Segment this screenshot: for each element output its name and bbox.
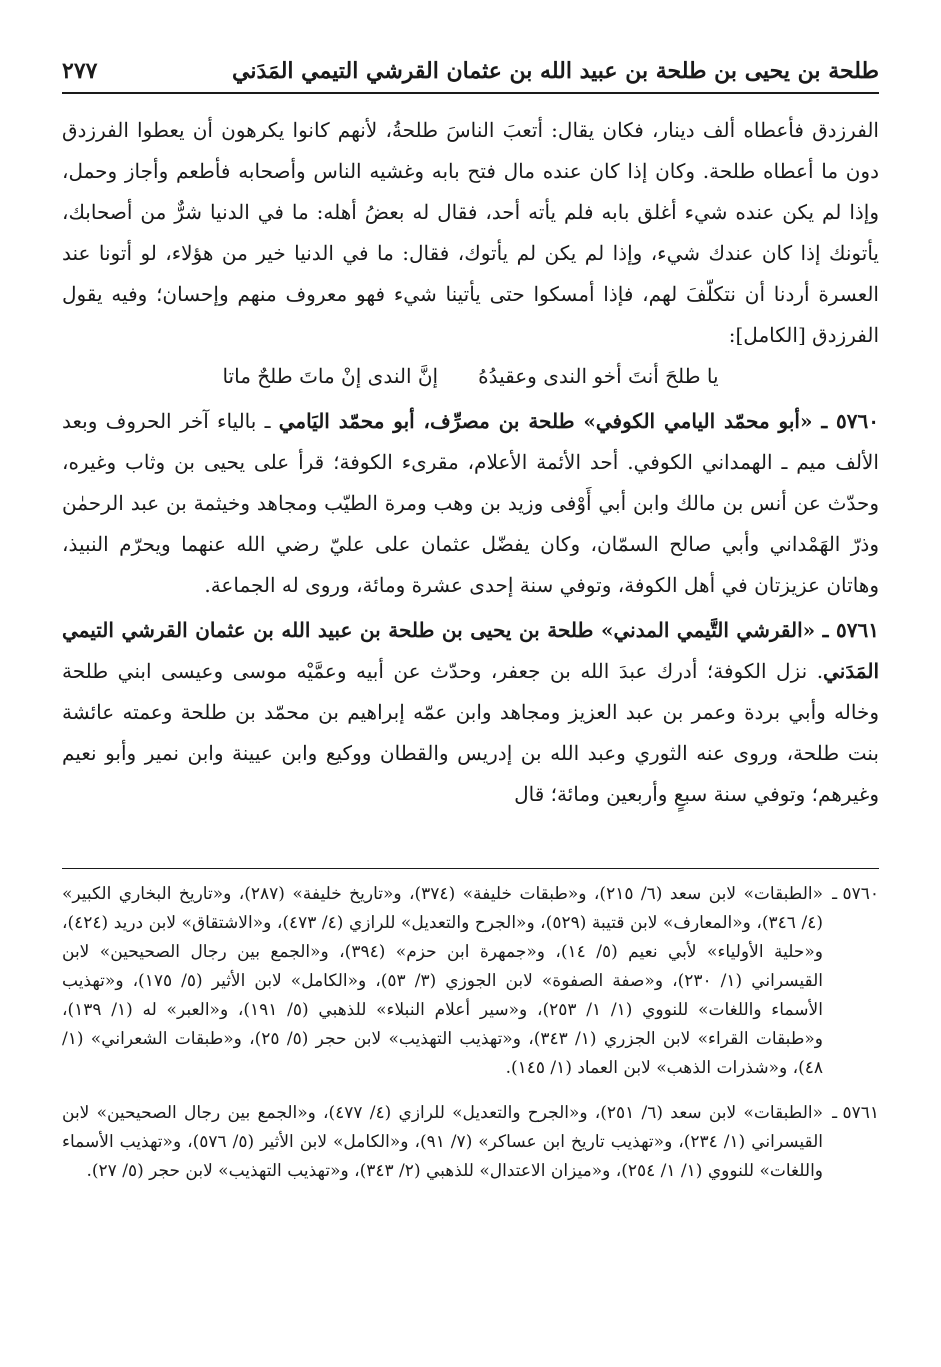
poetry-verse: [62, 356, 879, 397]
footnotes: [62, 880, 879, 1202]
entry-5760-heading: ٥٧٦٠ ـ «أبو محمّد اليامي الكوفي» طلحة بن مصرِّف، أبو محمّد اليَامي: [278, 409, 879, 433]
footnote-5760: [62, 880, 879, 1083]
footnote-number: ٥٧٦١ ـ: [832, 1103, 879, 1123]
footnote-5761: [62, 1099, 879, 1186]
footnote-number: ٥٧٦٠ ـ: [832, 884, 879, 904]
footnote-text: «الطبقات» لابن سعد (٦/ ٢١٥)، و«طبقات خليفة» (٣٧٤)، و«تاريخ خليفة» (٢٨٧)، و«تاريخ البخاري الكبير» (٤/ ٣٤٦)، و«المعارف» لابن قتيبة (٥٢٩)، و«الجرح والتعديل» للرازي (٤/ ٤٧٣)، و«الاشتقاق» لابن دريد (٤٢٤)، و«حلية الأولياء» لأبي نعيم (٥/ ١٤)، و«جمهرة ابن حزم» (٣٩٤)، و«الجمع بين رجال الصحيحين» لابن القيسراني (١/ ٢٣٠)، و«صفة الصفوة» لابن الجوزي (٣/ ٥٣)، و«الكامل» لابن الأثير (٥/ ١٧٥)، و«تهذيب الأسماء واللغات» للنووي (١/ ١/ ٢٥٣)، و«سير أعلام النبلاء» للذهبي (٥/ ١٩١)، و«العبر» له (١/ ١٣٩)، و«طبقات القراء» لابن الجزري (١/ ٣٤٣)، و«تهذيب التهذيب» لابن حجر (٥/ ٢٥)، و«طبقات الشعراني» (١/ ٤٨)، و«شذرات الذهب» لابن العماد (١/ ١٤٥).: [62, 884, 824, 1078]
running-title: طلحة بن يحيى بن طلحة بن عبيد الله بن عثمان القرشي التيمي المَدَني: [231, 58, 879, 84]
page-number: ٢٧٧: [62, 58, 98, 84]
footnote-text: «الطبقات» لابن سعد (٦/ ٢٥١)، و«الجرح والتعديل» للرازي (٤/ ٤٧٧)، و«الجمع بين رجال الصحيحين» لابن القيسراني (١/ ٢٣٤)، و«تهذيب تاريخ ابن عساكر» (٧/ ٩١)، و«الكامل» لابن الأثير (٥/ ٥٧٦)، و«تهذيب الأسماء واللغات» للنووي (١/ ١/ ٢٥٤)، و«ميزان الاعتدال» للذهبي (٢/ ٣٤٣)، و«تهذيب التهذيب» لابن حجر (٥/ ٢٧).: [62, 1103, 824, 1181]
verse-second-hemistich: إنَّ الندى إنْ ماتَ طلحٌ ماتا: [222, 364, 439, 388]
entry-5761-heading: ٥٧٦١ ـ «القرشي التَّيمي المدني» طلحة بن يحيى بن طلحة بن عبيد الله بن عثمان القرشي التيمي المَدَني: [62, 618, 879, 683]
page-header: [62, 52, 879, 94]
intro-paragraph: الفرزدق فأعطاه ألف دينار، فكان يقال: أتعبَ الناسَ طلحةُ، لأنهم كانوا يكرهون أن يعطوا الفرزدق دون ما أعطاه طلحة. وكان إذا كان عنده مال فتح بابه وغشيه الناس وأصحابه فأطعم وأجاز وحمل، وإذا لم يكن عنده شيء أغلق بابه فلم يأته أحد، فقال له بعضُ أهله: ما في الدنيا شرٌّ من أصحابك، يأتونك إذا كان عندك شيء، وإذا لم يكن لم يأتوك، فقال: ما في الدنيا خير من هؤلاء، لو أتونا عند العسرة أردنا أن نتكلّفَ لهم، فإذا أمسكوا حتى يأتينا شيء فهو معروف منهم وإحسان؛ وفيه يقول الفرزدق [الكامل]:: [62, 118, 879, 347]
biography-entry-5760: [62, 401, 879, 606]
entry-5761-text: . نزل الكوفة؛ أدرك عبدَ الله بن جعفر، وحدّث عن أبيه وعمَّيْه موسى وعيسى ابني طلحة وخاله وأبي بردة وعمر بن عبد العزيز ومجاهد وابن عمّه إبراهيم بن محمّد بن طلحة وعمته عائشة بنت طلحة، وروى عنه الثوري وعبد الله بن إدريس والقطان ووكيع وابن عيينة وابن نمير وأبو نعيم وغيرهم؛ وتوفي سنة سبعٍ وأربعين ومائة؛ قال: [62, 659, 879, 806]
biography-entry-5761: [62, 610, 879, 815]
footnote-divider: [62, 868, 879, 869]
verse-first-hemistich: يا طلحَ أنتَ أخو الندى وعقيدُهُ: [478, 364, 719, 388]
main-text: [62, 110, 879, 815]
entry-5760-text: ـ بالياء آخر الحروف وبعد الألف ميم ـ الهمداني الكوفي. أحد الأئمة الأعلام، مقرىء الكوفة؛ قرأ على يحيى بن وثاب وغيره، وحدّث عن أنس بن مالك وابن أبي أَوْفى وزيد بن وهب ومرة الطيّب ومجاهد وخيثمة بن عبد الرحمٰن وذرّ الهَمْداني وأبي صالح السمّان، وكان يفضّل عثمان على عليّ رضي الله عنهما ويحرّم النبيذ، وهاتان عزيزتان في أهل الكوفة، وتوفي سنة إحدى عشرة ومائة، وروى له الجماعة.: [62, 409, 880, 597]
